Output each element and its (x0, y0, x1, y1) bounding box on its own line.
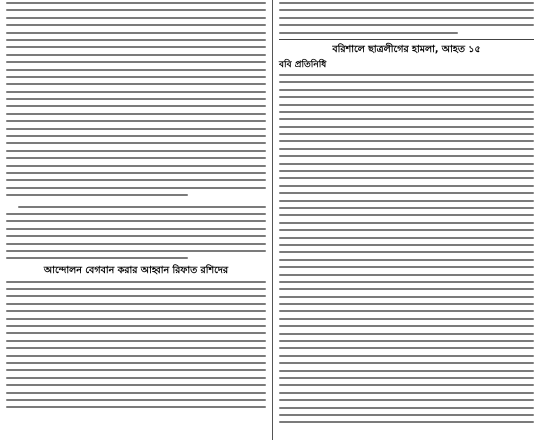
right-byline: ববি প্রতিনিধি (279, 59, 327, 70)
section-rule (279, 39, 534, 40)
left-section-headline: আন্দোলন বেগবান করার আহ্বান রিফাত রশিদের (43, 264, 229, 276)
right-column (272, 0, 540, 440)
right-section-headline: বরিশালে ছাত্রলীগের হামলা, আহত ১৫ (332, 43, 481, 55)
